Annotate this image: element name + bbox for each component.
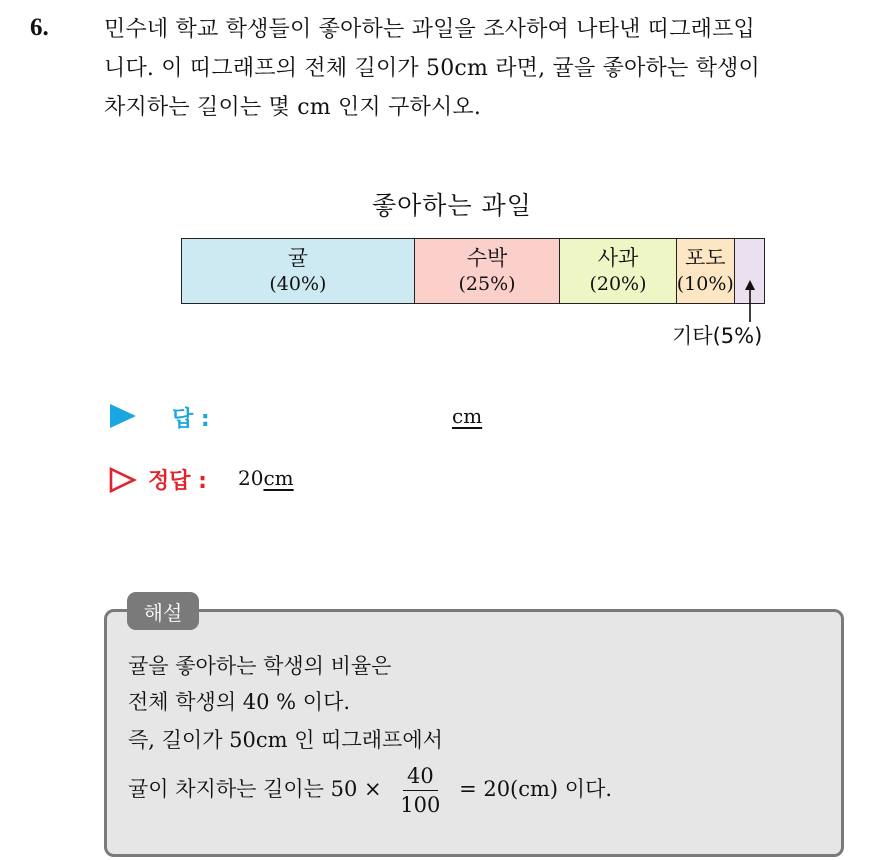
segment-percent: (25%): [458, 273, 516, 295]
correct-value: [238, 466, 294, 490]
question-number: 6.: [30, 14, 49, 41]
explanation-tag: 해설: [127, 592, 199, 630]
segment-percent: (20%): [589, 273, 647, 295]
fraction-numerator: 40: [403, 764, 438, 791]
chart-title: 좋아하는 과일: [372, 191, 532, 220]
explanation-line-4: [128, 764, 612, 817]
answer-unit: cm: [452, 404, 483, 428]
explanation-line-2: 전체 학생의 40 % 이다.: [128, 690, 351, 714]
segment-name: 포도: [684, 246, 726, 270]
question-line-3: 차지하는 길이는 몇 cm 인지 구하시오.: [104, 95, 482, 120]
question-line-1: 민수네 학교 학생들이 좋아하는 과일을 조사하여 나타낸 띠그래프입: [104, 17, 756, 42]
segment-name: 수박: [466, 246, 508, 270]
question-line-2: 니다. 이 띠그래프의 전체 길이가 50cm 라면, 귤을 좋아하는 학생이: [104, 56, 760, 81]
segment-name: 귤: [287, 246, 309, 270]
band-segment-2: [415, 239, 561, 303]
question-text: [104, 10, 874, 127]
segment-percent: (40%): [269, 273, 327, 295]
fraction: [396, 764, 444, 817]
other-arrow-icon: [740, 280, 764, 324]
correct-number: 20: [238, 466, 264, 490]
explanation-line-4-suffix: = 20(cm) 이다.: [459, 777, 613, 801]
explanation-line-4-prefix: 귤이 차지하는 길이는 50 ×: [128, 777, 382, 801]
band-segment-4: [677, 239, 735, 303]
answer-label: 답 :: [172, 407, 210, 432]
correct-triangle-icon: [108, 466, 138, 494]
answer-triangle-icon: [108, 402, 138, 430]
segment-name: 사과: [597, 246, 639, 270]
segment-percent: (10%): [676, 273, 734, 295]
band-segment-1: [182, 239, 415, 303]
explanation-line-3: 즉, 길이가 50cm 인 띠그래프에서: [128, 728, 443, 752]
fraction-denominator: 100: [400, 793, 441, 817]
band-segment-3: [560, 239, 676, 303]
band-chart: [181, 238, 765, 304]
correct-label: 정답 :: [148, 469, 207, 494]
other-callout: 기타(5%): [672, 324, 763, 348]
explanation-line-1: 귤을 좋아하는 학생의 비율은: [128, 654, 392, 678]
correct-unit: cm: [263, 466, 294, 490]
